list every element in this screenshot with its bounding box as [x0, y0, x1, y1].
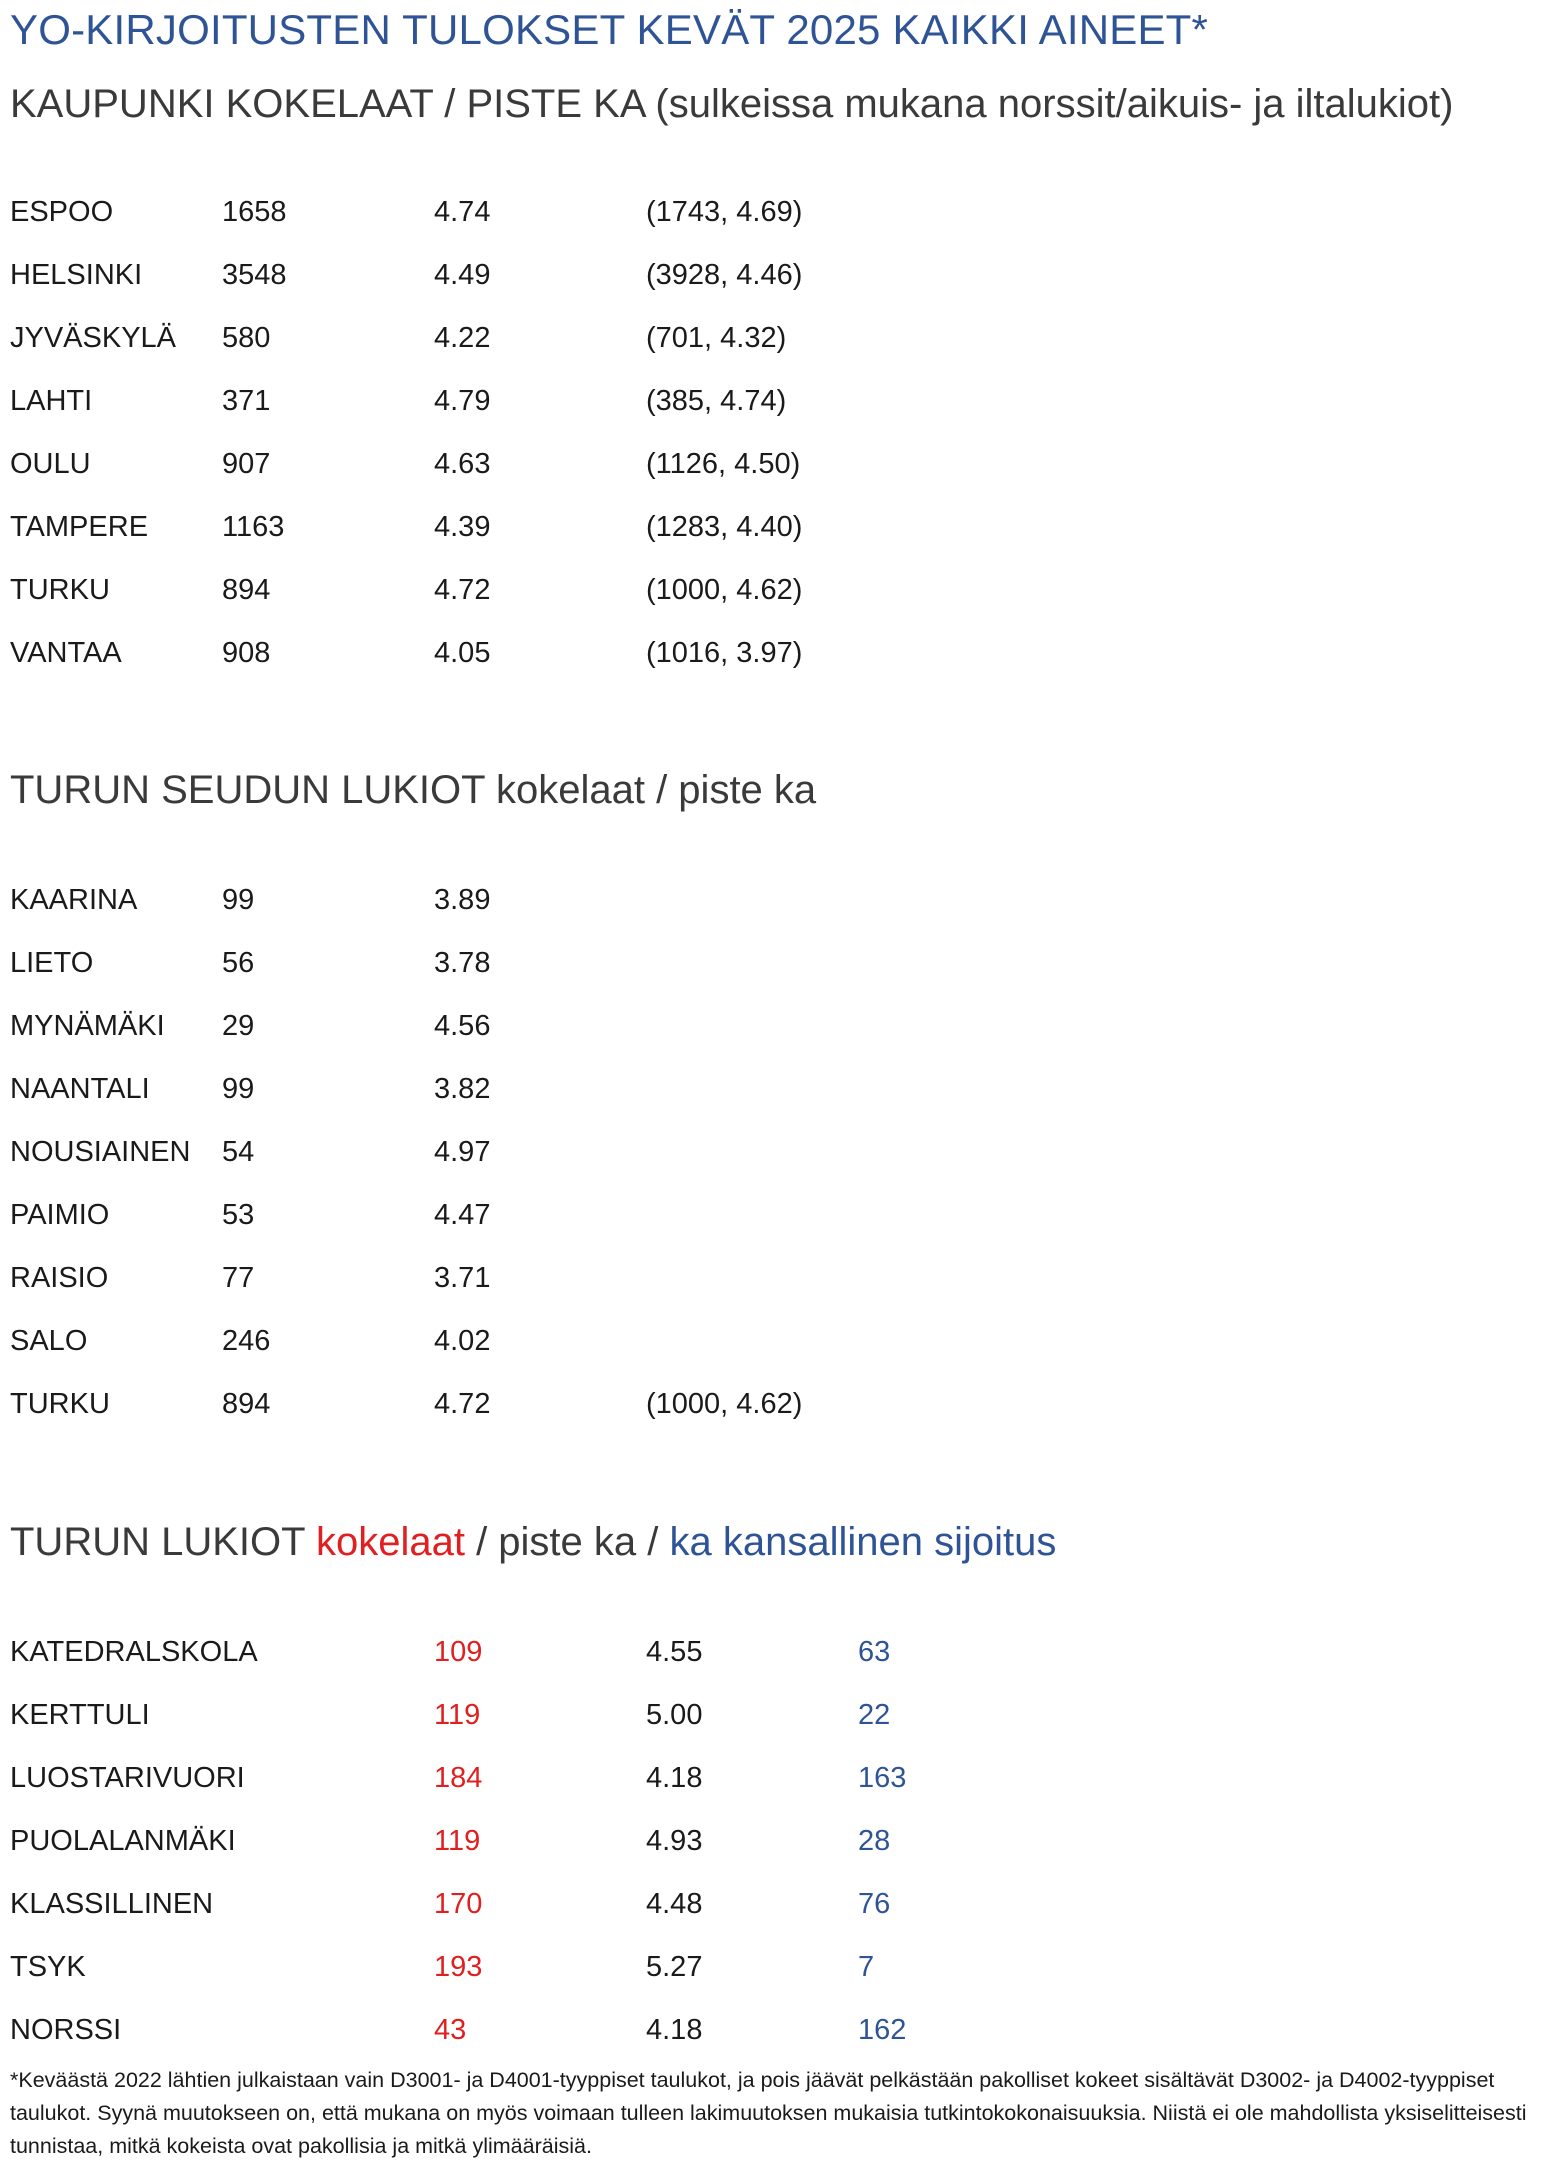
table-row	[0, 1945, 1567, 1989]
row-avg: 4.74	[434, 196, 491, 228]
row-name: RAISIO	[10, 1262, 109, 1294]
row-extra: (3928, 4.46)	[646, 259, 803, 291]
row-name: KLASSILLINEN	[10, 1888, 214, 1920]
row-name: KATEDRALSKOLA	[10, 1636, 258, 1668]
row-extra: (1743, 4.69)	[646, 196, 803, 228]
section-heading-turku-schools	[10, 1516, 1056, 1568]
row-count: 184	[434, 1762, 483, 1794]
section-heading-turku-d: ka kansallinen sijoitus	[669, 1520, 1057, 1564]
row-count: 1658	[222, 196, 287, 228]
row-rank: 63	[858, 1636, 891, 1668]
row-name: NOUSIAINEN	[10, 1136, 191, 1168]
table-row	[0, 1882, 1567, 1926]
table-row	[0, 1630, 1567, 1674]
row-rank: 28	[858, 1825, 891, 1857]
row-rank: 22	[858, 1699, 891, 1731]
row-count: 371	[222, 385, 271, 417]
row-count: 907	[222, 448, 271, 480]
table-row	[0, 253, 1567, 297]
row-name: ESPOO	[10, 196, 114, 228]
footnote: *Keväästä 2022 lähtien julkaistaan vain D3001- ja D4001-tyyppiset taulukot, ja pois jäävät pelkästään pakolliset kokeet sisältävät D3002- ja D4002-tyyppiset taulukot. Syynä muutokseen on, että mukana on myös voimaan tulleen lakimuutoksen mukaisia tutkintokokonaisuuksia. Niistä ei ole mahdollista yksiselitteisesti tunnistaa, mitkä kokeista ovat pakollisia ja mitkä ylimääräisiä.	[10, 2068, 1527, 2158]
row-avg: 4.02	[434, 1325, 491, 1357]
table-row	[0, 1693, 1567, 1737]
table-row	[0, 941, 1567, 985]
row-name: SALO	[10, 1325, 88, 1357]
row-rank: 162	[858, 2014, 907, 2046]
table-row	[0, 379, 1567, 423]
row-avg: 4.18	[646, 1762, 703, 1794]
row-extra: (1000, 4.62)	[646, 1388, 803, 1420]
row-count: 193	[434, 1951, 483, 1983]
section-heading-cities: KAUPUNKI KOKELAAT / PISTE KA (sulkeissa mukana norssit/aikuis- ja iltalukiot)	[10, 82, 1454, 126]
row-name: TAMPERE	[10, 511, 149, 543]
row-avg: 4.49	[434, 259, 491, 291]
table-row	[0, 878, 1567, 922]
row-count: 109	[434, 1636, 483, 1668]
row-rank: 7	[858, 1951, 875, 1983]
row-count: 580	[222, 322, 271, 354]
row-name: VANTAA	[10, 637, 122, 669]
row-extra: (1283, 4.40)	[646, 511, 803, 543]
row-extra: (1016, 3.97)	[646, 637, 803, 669]
row-avg: 4.56	[434, 1010, 491, 1042]
table-row	[0, 505, 1567, 549]
row-avg: 4.79	[434, 385, 491, 417]
section-heading-turku-b: kokelaat	[315, 1520, 465, 1564]
section-heading-region-sub: kokelaat / piste ka	[495, 768, 817, 812]
row-count: 43	[434, 2014, 467, 2046]
row-count: 56	[222, 947, 255, 979]
table-row	[0, 1819, 1567, 1863]
table-row	[0, 1256, 1567, 1300]
table-row	[0, 1756, 1567, 1800]
row-count: 894	[222, 574, 271, 606]
row-name: OULU	[10, 448, 91, 480]
row-name: KAARINA	[10, 884, 138, 916]
row-name: NORSSI	[10, 2014, 122, 2046]
row-avg: 4.72	[434, 574, 491, 606]
row-count: 1163	[222, 511, 285, 543]
row-count: 119	[434, 1699, 481, 1731]
page-title: YO-KIRJOITUSTEN TULOKSET KEVÄT 2025 KAIKKI AINEET*	[10, 6, 1209, 53]
section-heading-region	[10, 764, 816, 816]
row-avg: 5.00	[646, 1699, 703, 1731]
table-row	[0, 568, 1567, 612]
row-extra: (1126, 4.50)	[646, 448, 801, 480]
row-count: 54	[222, 1136, 255, 1168]
row-name: KERTTULI	[10, 1699, 150, 1731]
table-row	[0, 1004, 1567, 1048]
row-count: 77	[222, 1262, 255, 1294]
row-name: MYNÄMÄKI	[10, 1010, 165, 1042]
table-row	[0, 1382, 1567, 1426]
row-name: NAANTALI	[10, 1073, 150, 1105]
section-heading-region-main: TURUN SEUDUN LUKIOT	[10, 768, 496, 812]
row-name: TSYK	[10, 1951, 86, 1983]
row-avg: 3.71	[434, 1262, 491, 1294]
row-avg: 4.18	[646, 2014, 703, 2046]
row-avg: 4.05	[434, 637, 491, 669]
table-row	[0, 190, 1567, 234]
row-avg: 4.93	[646, 1825, 703, 1857]
row-avg: 5.27	[646, 1951, 703, 1983]
row-name: TURKU	[10, 1388, 110, 1420]
row-name: LIETO	[10, 947, 94, 979]
row-avg: 4.47	[434, 1199, 491, 1231]
row-rank: 163	[858, 1762, 907, 1794]
row-avg: 3.78	[434, 947, 491, 979]
row-name: JYVÄSKYLÄ	[10, 322, 177, 354]
row-count: 246	[222, 1325, 271, 1357]
row-count: 170	[434, 1888, 483, 1920]
row-avg: 4.63	[434, 448, 491, 480]
row-count: 29	[222, 1010, 255, 1042]
row-name: TURKU	[10, 574, 110, 606]
row-count: 119	[434, 1825, 481, 1857]
row-extra: (385, 4.74)	[646, 385, 787, 417]
row-avg: 4.97	[434, 1136, 491, 1168]
row-count: 53	[222, 1199, 255, 1231]
row-avg: 4.48	[646, 1888, 703, 1920]
section-heading-turku-a: TURUN LUKIOT	[10, 1520, 316, 1564]
row-extra: (1000, 4.62)	[646, 574, 803, 606]
row-avg: 4.55	[646, 1636, 703, 1668]
row-avg: 4.39	[434, 511, 491, 543]
row-count: 3548	[222, 259, 287, 291]
table-row	[0, 1193, 1567, 1237]
row-count: 99	[222, 884, 255, 916]
table-row	[0, 1067, 1567, 1111]
row-name: LUOSTARIVUORI	[10, 1762, 245, 1794]
row-count: 908	[222, 637, 271, 669]
table-row	[0, 1319, 1567, 1363]
row-count: 99	[222, 1073, 255, 1105]
row-name: PUOLALANMÄKI	[10, 1825, 236, 1857]
table-row	[0, 1130, 1567, 1174]
section-heading-turku-c: / piste ka /	[464, 1520, 670, 1564]
row-avg: 3.82	[434, 1073, 491, 1105]
row-name: LAHTI	[10, 385, 93, 417]
row-name: HELSINKI	[10, 259, 143, 291]
row-rank: 76	[858, 1888, 891, 1920]
table-row	[0, 316, 1567, 360]
row-avg: 4.22	[434, 322, 491, 354]
row-count: 894	[222, 1388, 271, 1420]
row-avg: 4.72	[434, 1388, 491, 1420]
table-row	[0, 442, 1567, 486]
table-row	[0, 2008, 1567, 2052]
row-extra: (701, 4.32)	[646, 322, 787, 354]
row-name: PAIMIO	[10, 1199, 110, 1231]
row-avg: 3.89	[434, 884, 491, 916]
table-row	[0, 631, 1567, 675]
